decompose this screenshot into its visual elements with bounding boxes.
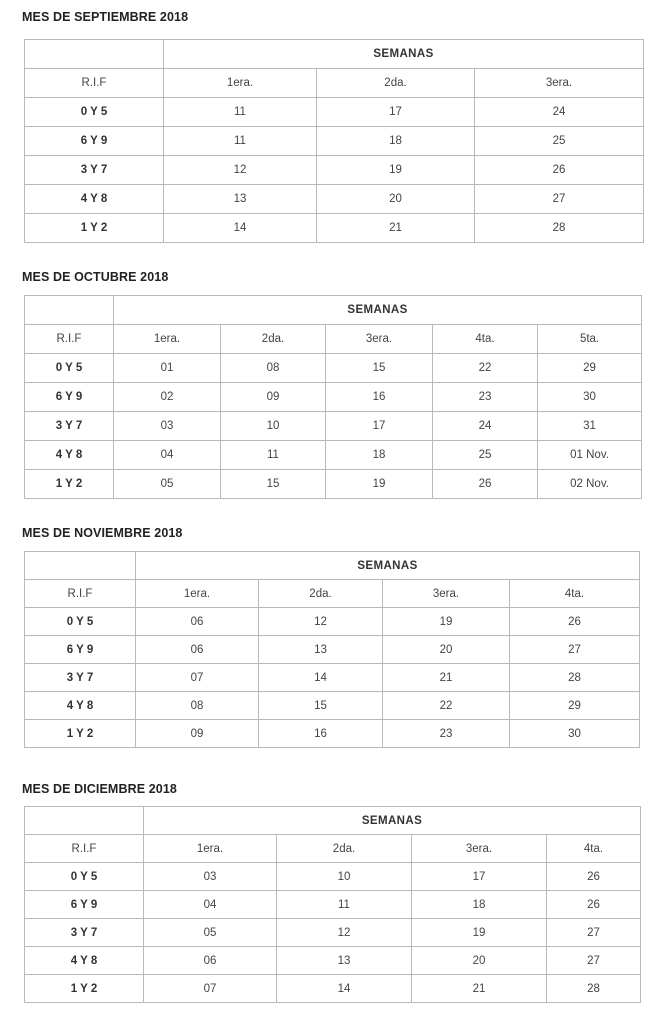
day-cell: 29 — [538, 354, 642, 383]
rif-header: R.I.F — [25, 835, 144, 863]
week-header-row — [25, 835, 641, 863]
day-cell: 06 — [144, 947, 277, 975]
day-cell: 28 — [510, 664, 640, 692]
day-cell: 15 — [259, 692, 383, 720]
rif-cell: 3 Y 7 — [25, 156, 164, 185]
day-cell: 18 — [326, 441, 433, 470]
day-cell: 16 — [259, 720, 383, 748]
day-cell: 09 — [136, 720, 259, 748]
day-cell: 07 — [136, 664, 259, 692]
week-header: 1era. — [164, 69, 317, 98]
day-cell: 19 — [383, 608, 510, 636]
week-header: 3era. — [383, 580, 510, 608]
week-header: 2da. — [317, 69, 475, 98]
week-header: 4ta. — [510, 580, 640, 608]
day-cell: 30 — [538, 383, 642, 412]
month-title: MES DE OCTUBRE 2018 — [22, 270, 169, 284]
week-header: 2da. — [221, 325, 326, 354]
week-header: 1era. — [136, 580, 259, 608]
day-cell: 03 — [144, 863, 277, 891]
week-header: 4ta. — [547, 835, 641, 863]
table-row — [25, 863, 641, 891]
semanas-header: SEMANAS — [114, 296, 642, 325]
day-cell: 08 — [136, 692, 259, 720]
rif-cell: 3 Y 7 — [25, 412, 114, 441]
week-header-row — [25, 325, 642, 354]
day-cell: 19 — [317, 156, 475, 185]
day-cell: 22 — [433, 354, 538, 383]
rif-cell: 4 Y 8 — [25, 185, 164, 214]
day-cell: 14 — [164, 214, 317, 243]
week-header: 3era. — [326, 325, 433, 354]
table-row — [25, 947, 641, 975]
table-row — [25, 354, 642, 383]
week-header-row — [25, 69, 644, 98]
month-title: MES DE NOVIEMBRE 2018 — [22, 526, 183, 540]
day-cell: 25 — [433, 441, 538, 470]
day-cell: 02 — [114, 383, 221, 412]
day-cell: 19 — [412, 919, 547, 947]
day-cell: 03 — [114, 412, 221, 441]
day-cell: 23 — [383, 720, 510, 748]
day-cell: 01 Nov. — [538, 441, 642, 470]
week-header: 2da. — [259, 580, 383, 608]
day-cell: 11 — [164, 127, 317, 156]
blank-cell — [25, 552, 136, 580]
week-header: 5ta. — [538, 325, 642, 354]
rif-cell: 1 Y 2 — [25, 720, 136, 748]
day-cell: 21 — [412, 975, 547, 1003]
month-title: MES DE DICIEMBRE 2018 — [22, 782, 177, 796]
table-header-row — [25, 552, 640, 580]
day-cell: 10 — [277, 863, 412, 891]
rif-cell: 6 Y 9 — [25, 891, 144, 919]
table-row — [25, 383, 642, 412]
day-cell: 26 — [475, 156, 644, 185]
day-cell: 28 — [475, 214, 644, 243]
semanas-header: SEMANAS — [164, 40, 644, 69]
table-row — [25, 608, 640, 636]
rif-cell: 1 Y 2 — [25, 975, 144, 1003]
semanas-header: SEMANAS — [144, 807, 641, 835]
rif-cell: 0 Y 5 — [25, 608, 136, 636]
schedule-table — [24, 806, 641, 1003]
day-cell: 17 — [317, 98, 475, 127]
day-cell: 06 — [136, 636, 259, 664]
schedule-table — [24, 39, 644, 243]
day-cell: 20 — [412, 947, 547, 975]
day-cell: 07 — [144, 975, 277, 1003]
rif-cell: 6 Y 9 — [25, 636, 136, 664]
day-cell: 15 — [221, 470, 326, 499]
table-row — [25, 975, 641, 1003]
day-cell: 18 — [412, 891, 547, 919]
blank-cell — [25, 807, 144, 835]
day-cell: 10 — [221, 412, 326, 441]
table-row — [25, 664, 640, 692]
day-cell: 13 — [259, 636, 383, 664]
day-cell: 06 — [136, 608, 259, 636]
table-row — [25, 185, 644, 214]
table-row — [25, 692, 640, 720]
week-header: 4ta. — [433, 325, 538, 354]
day-cell: 31 — [538, 412, 642, 441]
day-cell: 14 — [277, 975, 412, 1003]
day-cell: 17 — [412, 863, 547, 891]
rif-cell: 3 Y 7 — [25, 919, 144, 947]
rif-cell: 0 Y 5 — [25, 98, 164, 127]
rif-cell: 6 Y 9 — [25, 383, 114, 412]
table-row — [25, 127, 644, 156]
day-cell: 13 — [277, 947, 412, 975]
day-cell: 18 — [317, 127, 475, 156]
day-cell: 24 — [433, 412, 538, 441]
rif-cell: 0 Y 5 — [25, 354, 114, 383]
day-cell: 02 Nov. — [538, 470, 642, 499]
rif-cell: 4 Y 8 — [25, 441, 114, 470]
day-cell: 27 — [475, 185, 644, 214]
day-cell: 23 — [433, 383, 538, 412]
table-row — [25, 98, 644, 127]
day-cell: 27 — [547, 947, 641, 975]
day-cell: 24 — [475, 98, 644, 127]
day-cell: 26 — [547, 863, 641, 891]
day-cell: 12 — [164, 156, 317, 185]
blank-cell — [25, 40, 164, 69]
day-cell: 26 — [510, 608, 640, 636]
day-cell: 21 — [383, 664, 510, 692]
table-row — [25, 720, 640, 748]
day-cell: 26 — [433, 470, 538, 499]
table-row — [25, 441, 642, 470]
day-cell: 27 — [510, 636, 640, 664]
table-row — [25, 470, 642, 499]
day-cell: 12 — [277, 919, 412, 947]
table-row — [25, 214, 644, 243]
day-cell: 19 — [326, 470, 433, 499]
week-header: 1era. — [114, 325, 221, 354]
day-cell: 17 — [326, 412, 433, 441]
rif-cell: 4 Y 8 — [25, 947, 144, 975]
table-row — [25, 412, 642, 441]
rif-cell: 1 Y 2 — [25, 214, 164, 243]
week-header: 1era. — [144, 835, 277, 863]
day-cell: 20 — [383, 636, 510, 664]
table-header-row — [25, 40, 644, 69]
day-cell: 09 — [221, 383, 326, 412]
schedule-table — [24, 551, 640, 748]
schedule-table — [24, 295, 642, 499]
month-title: MES DE SEPTIEMBRE 2018 — [22, 10, 189, 24]
day-cell: 11 — [164, 98, 317, 127]
day-cell: 08 — [221, 354, 326, 383]
day-cell: 04 — [114, 441, 221, 470]
day-cell: 28 — [547, 975, 641, 1003]
day-cell: 26 — [547, 891, 641, 919]
day-cell: 05 — [114, 470, 221, 499]
day-cell: 14 — [259, 664, 383, 692]
table-row — [25, 636, 640, 664]
rif-cell: 3 Y 7 — [25, 664, 136, 692]
rif-cell: 0 Y 5 — [25, 863, 144, 891]
week-header: 2da. — [277, 835, 412, 863]
day-cell: 12 — [259, 608, 383, 636]
table-row — [25, 891, 641, 919]
table-row — [25, 919, 641, 947]
rif-header: R.I.F — [25, 325, 114, 354]
day-cell: 11 — [277, 891, 412, 919]
day-cell: 04 — [144, 891, 277, 919]
day-cell: 16 — [326, 383, 433, 412]
semanas-header: SEMANAS — [136, 552, 640, 580]
rif-header: R.I.F — [25, 580, 136, 608]
table-row — [25, 156, 644, 185]
day-cell: 20 — [317, 185, 475, 214]
week-header-row — [25, 580, 640, 608]
rif-cell: 6 Y 9 — [25, 127, 164, 156]
rif-header: R.I.F — [25, 69, 164, 98]
day-cell: 29 — [510, 692, 640, 720]
table-header-row — [25, 807, 641, 835]
day-cell: 22 — [383, 692, 510, 720]
day-cell: 25 — [475, 127, 644, 156]
week-header: 3era. — [475, 69, 644, 98]
rif-cell: 1 Y 2 — [25, 470, 114, 499]
day-cell: 11 — [221, 441, 326, 470]
day-cell: 01 — [114, 354, 221, 383]
day-cell: 30 — [510, 720, 640, 748]
rif-cell: 4 Y 8 — [25, 692, 136, 720]
day-cell: 05 — [144, 919, 277, 947]
day-cell: 21 — [317, 214, 475, 243]
table-header-row — [25, 296, 642, 325]
week-header: 3era. — [412, 835, 547, 863]
day-cell: 15 — [326, 354, 433, 383]
blank-cell — [25, 296, 114, 325]
day-cell: 13 — [164, 185, 317, 214]
day-cell: 27 — [547, 919, 641, 947]
